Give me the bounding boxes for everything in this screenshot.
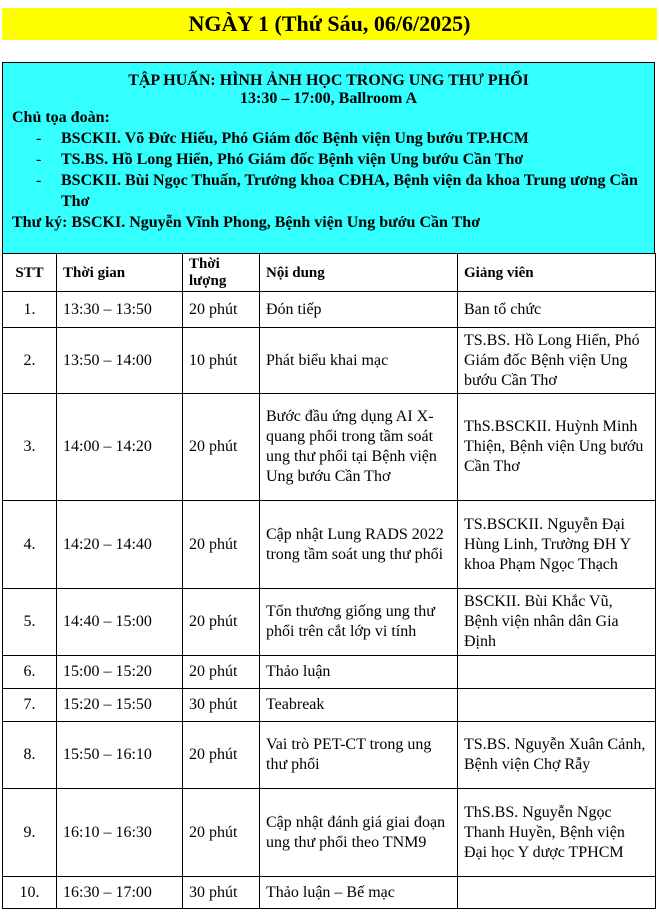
cell-duration: 30 phút (183, 689, 260, 722)
cell-stt: 2. (3, 328, 57, 394)
cell-duration: 20 phút (183, 501, 260, 589)
table-row (3, 722, 656, 789)
table-row (3, 501, 656, 589)
cell-duration: 20 phút (183, 292, 260, 328)
table-row (3, 589, 656, 656)
cell-duration: 20 phút (183, 789, 260, 877)
chair-item (14, 128, 654, 149)
cell-content: Teabreak (260, 689, 458, 722)
cell-content: Bước đầu ứng dụng AI X-quang phổi trong tầm soát ung thư phổi tại Bệnh viện Ung bướu Cần Thơ (260, 394, 458, 501)
session-time-place: 13:30 – 17:00, Ballroom A (239, 90, 418, 107)
table-row (3, 689, 656, 722)
cell-time: 16:30 – 17:00 (57, 877, 183, 909)
day-title: NGÀY 1 (Thứ Sáu, 06/6/2025) (2, 8, 657, 40)
chair-name: BSCKII. Bùi Ngọc Thuấn, Trưởng khoa CĐHA, Bệnh viện đa khoa Trung ương Cần Thơ (61, 172, 638, 210)
cell-stt: 3. (3, 394, 57, 501)
session-info-box (2, 62, 655, 254)
bullet-dash-icon: - (36, 172, 42, 189)
cell-time: 14:40 – 15:00 (57, 589, 183, 656)
table-header-row (3, 254, 656, 292)
cell-time: 13:50 – 14:00 (57, 328, 183, 394)
cell-content: Vai trò PET-CT trong ung thư phổi (260, 722, 458, 789)
cell-duration: 20 phút (183, 656, 260, 689)
chair-item (14, 170, 654, 212)
cell-stt: 6. (3, 656, 57, 689)
cell-time: 14:00 – 14:20 (57, 394, 183, 501)
cell-content: Tổn thương giống ung thư phổi trên cắt lớp vi tính (260, 589, 458, 656)
cell-stt: 7. (3, 689, 57, 722)
cell-stt: 5. (3, 589, 57, 656)
cell-speaker: TS.BS. Hồ Long Hiển, Phó Giám đốc Bệnh viện Ung bướu Cần Thơ (458, 328, 656, 394)
cell-content: Đón tiếp (260, 292, 458, 328)
schedule-table (2, 253, 656, 909)
table-row (3, 789, 656, 877)
table-row (3, 656, 656, 689)
cell-duration: 20 phút (183, 394, 260, 501)
header-duration: Thời lượng (183, 254, 260, 292)
cell-stt: 1. (3, 292, 57, 328)
chairs-list (3, 128, 654, 212)
cell-duration: 20 phút (183, 722, 260, 789)
cell-time: 13:30 – 13:50 (57, 292, 183, 328)
cell-content: Phát biểu khai mạc (260, 328, 458, 394)
session-title: TẬP HUẤN: HÌNH ẢNH HỌC TRONG UNG THƯ PHỔI (128, 72, 529, 89)
cell-time: 16:10 – 16:30 (57, 789, 183, 877)
cell-speaker: BSCKII. Bùi Khắc Vũ, Bệnh viện nhân dân Gia Định (458, 589, 656, 656)
header-speaker: Giảng viên (458, 254, 656, 292)
cell-duration: 30 phút (183, 877, 260, 909)
cell-speaker: TS.BSCKII. Nguyễn Đại Hùng Linh, Trường ĐH Y khoa Phạm Ngọc Thạch (458, 501, 656, 589)
cell-stt: 10. (3, 877, 57, 909)
chair-item (14, 149, 654, 170)
cell-speaker (458, 689, 656, 722)
cell-speaker: TS.BS. Nguyễn Xuân Cảnh, Bệnh viện Chợ Rẫy (458, 722, 656, 789)
cell-speaker (458, 877, 656, 909)
cell-speaker: ThS.BS. Nguyễn Ngọc Thanh Huyền, Bệnh viện Đại học Y dược TPHCM (458, 789, 656, 877)
cell-duration: 20 phút (183, 589, 260, 656)
bullet-dash-icon: - (36, 130, 42, 147)
cell-speaker: Ban tổ chức (458, 292, 656, 328)
cell-time: 15:00 – 15:20 (57, 656, 183, 689)
cell-duration: 10 phút (183, 328, 260, 394)
chair-name: TS.BS. Hồ Long Hiển, Phó Giám đốc Bệnh viện Ung bướu Cần Thơ (61, 151, 524, 168)
cell-stt: 9. (3, 789, 57, 877)
cell-content: Cập nhật đánh giá giai đoạn ung thư phổi theo TNM9 (260, 789, 458, 877)
cell-content: Thảo luận – Bế mạc (260, 877, 458, 909)
cell-speaker (458, 656, 656, 689)
chairs-label: Chủ tọa đoàn: (12, 109, 110, 126)
cell-content: Thảo luận (260, 656, 458, 689)
table-row (3, 292, 656, 328)
table-row (3, 877, 656, 909)
bullet-dash-icon: - (36, 151, 42, 168)
cell-stt: 4. (3, 501, 57, 589)
cell-time: 15:20 – 15:50 (57, 689, 183, 722)
cell-stt: 8. (3, 722, 57, 789)
cell-time: 15:50 – 16:10 (57, 722, 183, 789)
table-row (3, 328, 656, 394)
header-stt: STT (3, 254, 57, 292)
table-row (3, 394, 656, 501)
chair-name: BSCKII. Võ Đức Hiếu, Phó Giám đốc Bệnh viện Ung bướu TP.HCM (61, 130, 529, 147)
session-secretary: Thư ký: BSCKI. Nguyễn Vĩnh Phong, Bệnh viện Ung bướu Cần Thơ (12, 214, 481, 231)
header-time: Thời gian (57, 254, 183, 292)
header-content: Nội dung (260, 254, 458, 292)
cell-content: Cập nhật Lung RADS 2022 trong tầm soát ung thư phổi (260, 501, 458, 589)
cell-time: 14:20 – 14:40 (57, 501, 183, 589)
cell-speaker: ThS.BSCKII. Huỳnh Minh Thiện, Bệnh viện Ung bướu Cần Thơ (458, 394, 656, 501)
